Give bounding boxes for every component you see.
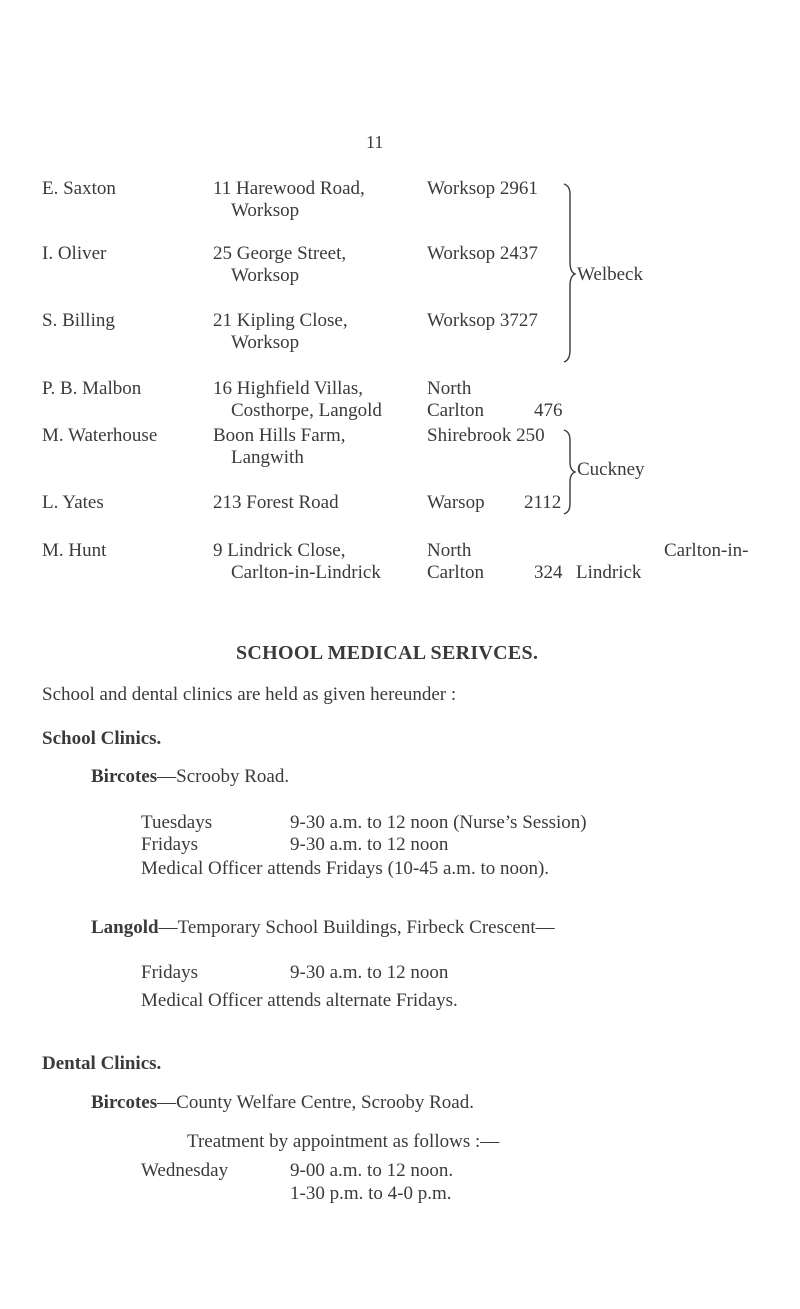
session-day: Fridays: [141, 834, 198, 855]
contact-address-line: 213 Forest Road: [213, 492, 339, 513]
contact-address-line: 16 Highfield Villas,: [213, 378, 363, 399]
contact-name: E. Saxton: [42, 178, 116, 199]
session-day: Tuesdays: [141, 812, 213, 833]
session-time: 9-30 a.m. to 12 noon: [290, 962, 449, 983]
contact-address-line: 11 Harewood Road,: [213, 178, 365, 199]
contact-phone-number: 324: [534, 562, 563, 583]
section-title: SCHOOL MEDICAL SERIVCES.: [236, 642, 539, 664]
medical-officer-note: Medical Officer attends alternate Fridays.: [141, 990, 458, 1011]
contact-address-line: Worksop: [231, 200, 300, 221]
contact-address-line: 9 Lindrick Close,: [213, 540, 346, 561]
contact-phone: Carlton: [427, 562, 484, 583]
contact-name: L. Yates: [42, 492, 104, 513]
session-day: Fridays: [141, 962, 198, 983]
welbeck-brace: [562, 182, 576, 364]
contact-phone: North: [427, 540, 472, 561]
dental-clinics-heading: Dental Clinics.: [42, 1053, 162, 1074]
contact-address-line: Langwith: [231, 447, 304, 468]
contact-phone: North: [427, 378, 472, 399]
clinic-location-label: Bircotes: [91, 1092, 158, 1113]
area-label-welbeck: Welbeck: [577, 264, 643, 285]
clinic-location: —Temporary School Buildings, Firbeck Crescent—: [158, 917, 555, 938]
clinic-location: —Scrooby Road.: [157, 766, 290, 787]
school-clinics-heading: School Clinics.: [42, 728, 162, 749]
contact-address-line: Costhorpe, Langold: [231, 400, 382, 421]
contact-phone-number: 2112: [524, 492, 562, 513]
contact-address-line: Boon Hills Farm,: [213, 425, 346, 446]
school-bircotes-line: [91, 766, 289, 788]
contact-phone: Carlton: [427, 400, 484, 421]
area-label-cuckney: Cuckney: [577, 459, 645, 480]
page-number: 11: [366, 132, 384, 152]
contact-address-line: 21 Kipling Close,: [213, 310, 348, 331]
contact-name: P. B. Malbon: [42, 378, 142, 399]
medical-officer-note: Medical Officer attends Fridays (10-45 a.m. to noon).: [141, 858, 550, 879]
contact-name: I. Oliver: [42, 243, 107, 264]
contact-address-line: Worksop: [231, 332, 300, 353]
contact-name: M. Hunt: [42, 540, 107, 561]
clinic-location: —County Welfare Centre, Scrooby Road.: [157, 1092, 474, 1113]
session-time: 9-00 a.m. to 12 noon.: [290, 1160, 454, 1181]
session-day: Wednesday: [141, 1160, 229, 1181]
dental-bircotes-line: [91, 1092, 474, 1114]
contact-phone-number: 476: [534, 400, 563, 421]
contact-name: M. Waterhouse: [42, 425, 158, 446]
school-langold-line: [91, 917, 555, 939]
contact-address-line: Carlton-in-Lindrick: [231, 562, 381, 583]
contact-name: S. Billing: [42, 310, 115, 331]
intro-text: School and dental clinics are held as given hereunder :: [42, 684, 457, 705]
session-time: 1-30 p.m. to 4-0 p.m.: [290, 1183, 452, 1204]
contact-phone: Warsop: [427, 492, 485, 513]
treatment-intro: Treatment by appointment as follows :—: [187, 1131, 500, 1152]
contact-phone: Worksop 2437: [427, 243, 538, 264]
contact-phone: Shirebrook 250: [427, 425, 545, 446]
clinic-location-label: Bircotes: [91, 766, 158, 787]
contact-address-line: Worksop: [231, 265, 300, 286]
contact-phone: Worksop 3727: [427, 310, 538, 331]
contact-area: Carlton-in-: [664, 540, 749, 561]
contact-area: Lindrick: [576, 562, 642, 583]
session-time: 9-30 a.m. to 12 noon (Nurse’s Session): [290, 812, 587, 833]
session-time: 9-30 a.m. to 12 noon: [290, 834, 449, 855]
cuckney-brace: [562, 428, 576, 516]
contact-phone: Worksop 2961: [427, 178, 538, 199]
clinic-location-label: Langold: [91, 917, 159, 938]
contact-address-line: 25 George Street,: [213, 243, 347, 264]
